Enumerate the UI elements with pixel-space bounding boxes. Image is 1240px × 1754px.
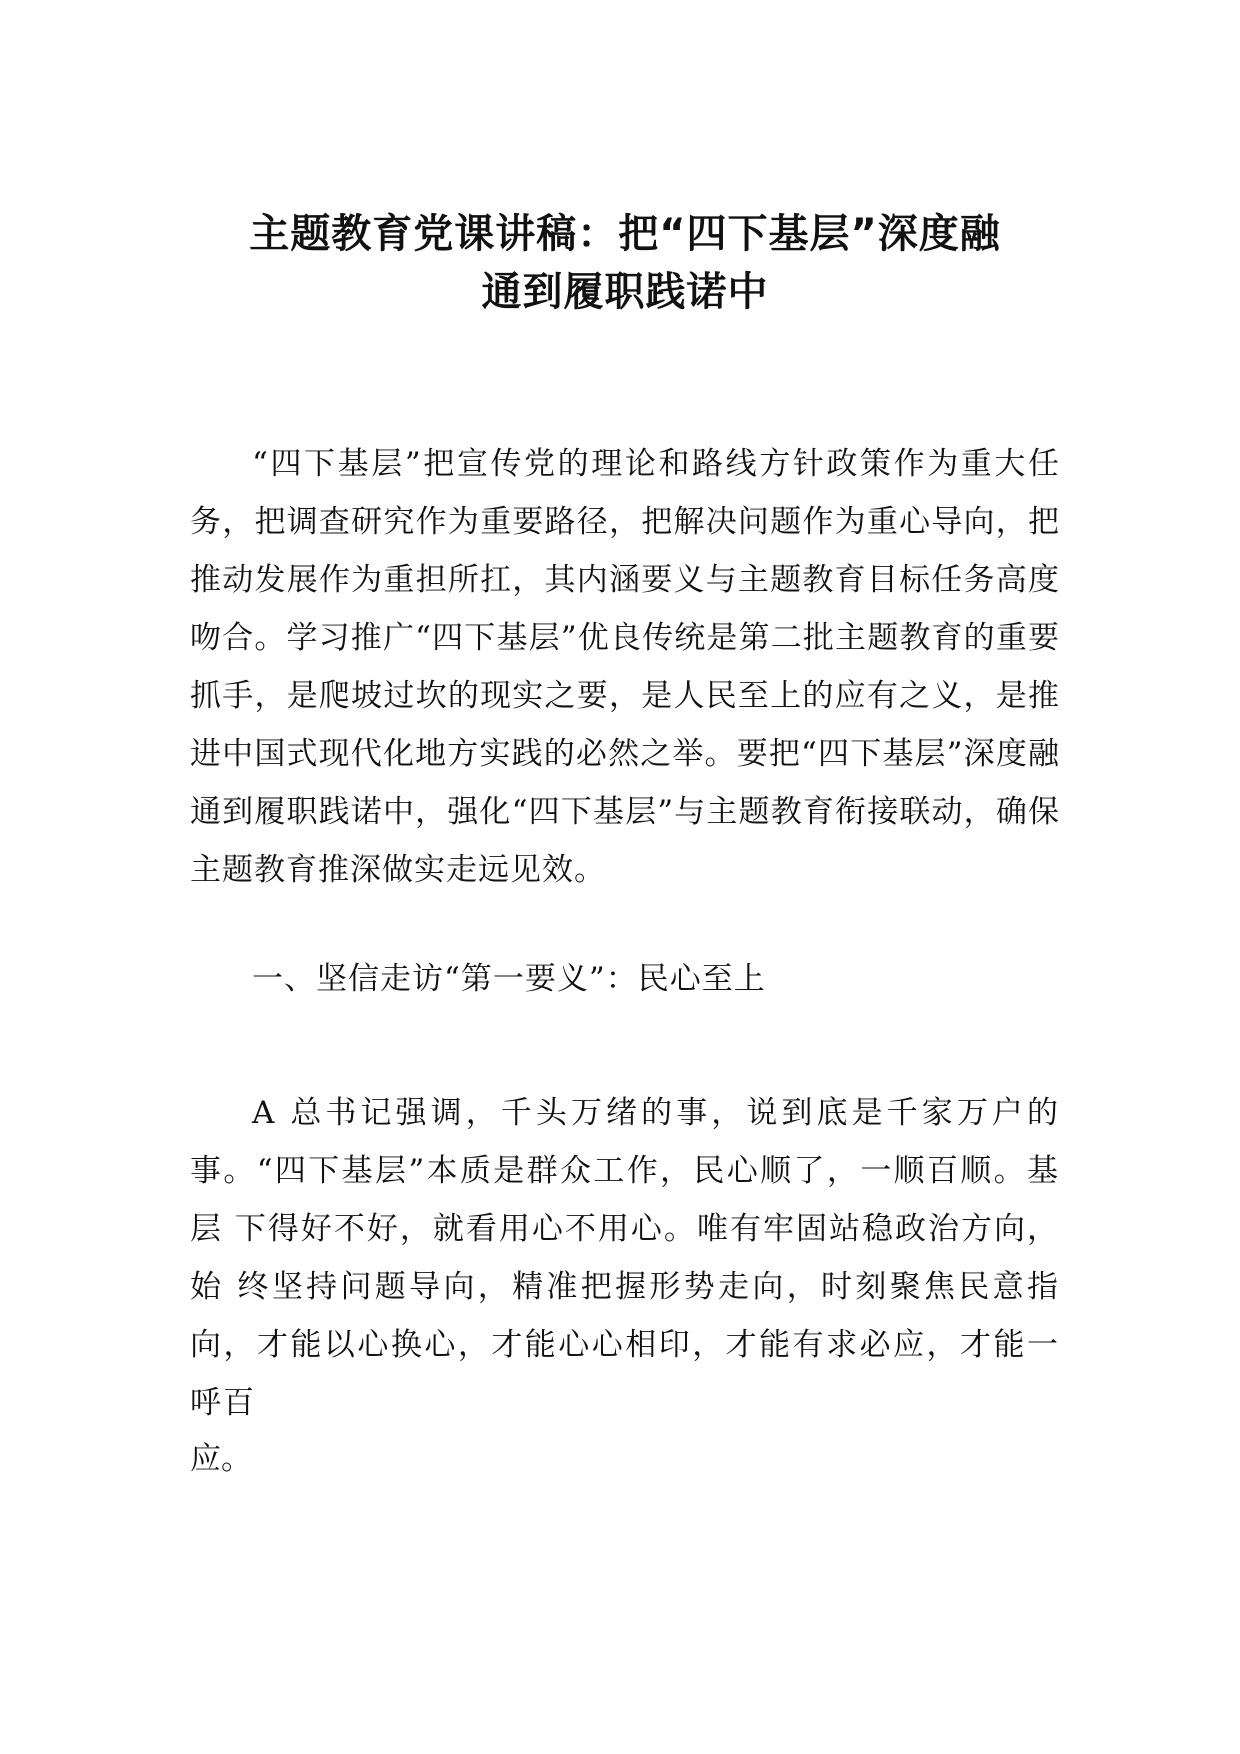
section-1-paragraph: A 总书记强调，千头万绪的事，说到底是千家万户的事。“四下基层”本质是群众工作，民心顺了，一顺百顺。基层 下得好不好，就看用心不用心。唯有牢固站稳政治方向，始 终坚持问题导向，精准把握形势走向，时刻聚焦民意指向，才能以心换心，才能心心相印，才能有求必应，才能一呼百 <box>190 1095 1060 1421</box>
document-title-line-1: 主题教育党课讲稿：把“四下基层”深度融 <box>249 211 1001 257</box>
section-1-paragraph-tail: 应。 <box>190 1441 252 1477</box>
intro-paragraph: “四下基层”把宣传党的理论和路线方针政策作为重大任务，把调查研究作为重要路径，把解决问题作为重心导向，把推动发展作为重担所扛，其内涵要义与主题教育目标任务高度吻合。学习推广“四下基层”优良传统是第二批主题教育的重要抓手，是爬坡过坎的现实之要，是人民至上的应有之义，是推进中国式现代化地方实践的必然之举。要把“四下基层”深度融通到履职践诺中，强化“四下基层”与主题教育衔接联动，确保主题教育推深做实走远见效。 <box>190 446 1060 888</box>
section-1-heading: 一、坚信走访“第一要义”：民心至上 <box>252 961 766 997</box>
document-title-line-2: 通到履职践诺中 <box>481 269 769 315</box>
